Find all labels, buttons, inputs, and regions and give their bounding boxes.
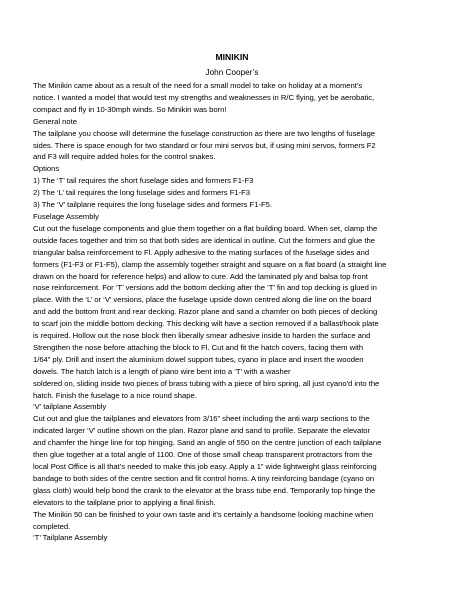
text-line: indicated larger ‘V’ outline shown on the plan. Razor plane and sand to profile. Separate the elevator (33, 426, 371, 436)
text-line: sides. There is space enough for two standard or four mini servos but, if using mini servos, formers F2 (33, 140, 376, 150)
text-line: Fuselage Assembly (33, 211, 99, 221)
text-line: nose reinforcement. For ‘T’ versions add the bottom decking after the ‘T’ fin and top decking is glued in (33, 283, 377, 293)
text-line: local Post Office is all that’s needed to make this job easy. Apply a 1” wide lightweight glass reinforcing (33, 462, 377, 471)
text-line: completed. (33, 521, 71, 531)
text-line: The Minikin came about as a result of the need for a small model to take on holiday at a moment’s (33, 81, 363, 90)
text-line: soldered on, sliding inside two pieces of brass tubing with a piece of biro spring, all just cyano'd into the (33, 378, 380, 388)
text-line: place. With the ‘L’ or ‘V’ versions, place the fuselage upside down centred along die line on the board (33, 295, 372, 305)
text-line: is required. Hollow out the nose block then liberally smear adhesive inside to harden the surface and (33, 331, 371, 341)
text-line: drawn on the hoard for reference helps) and allow to cure. Add the laminated ply and balsa top front (33, 271, 368, 281)
document-author: John Cooper’s (205, 68, 259, 77)
text-line: triangular balsa reinforcement to Fl. Apply adhesive to the mating surfaces of the fuselage sides and (33, 247, 370, 257)
text-line: ‘V’ tailplane Assembly (33, 402, 107, 412)
text-line: Cut out the fuselage components and glue them together on a flat building board. When set, clamp the (33, 223, 378, 233)
text-line: The Minikin 50 can be finished to your own taste and it’s certainly a handsome looking machine when (33, 509, 374, 519)
text-line: The tailplane you choose will determine the fuselage construction as there are two lengths of fuselage (33, 128, 375, 138)
text-line: hatch. Finish the fuselage to a nice round shape. (33, 390, 197, 400)
text-line: dowels. The hatch latch is a length of piano wire bent into a ‘T’ with a washer (33, 366, 291, 376)
text-line: 1) The ‘T’ tail requires the short fuselage sides and formers F1-F3 (33, 176, 254, 186)
text-line: ‘T’ Tailplane Assembly (33, 533, 108, 543)
text-line: bandage to both sides of the centre section and fit control horns. A tiny reinforcing bandage (cyano on (33, 473, 375, 483)
text-line: outside faces together and trim so that both sides are identical in outline. Cut the formers and glue the (33, 235, 375, 245)
text-line: formers (F1-F3 or F1-F5), clamp the assembly together straight and square on a flat board (a straight line (33, 259, 387, 269)
text-line: then glue together at a total angle of 1100. One of those small cheap transparent protractors from the (33, 450, 373, 460)
text-line: 2) The ‘L’ tail requires the long fuselage sides and formers F1-F3 (33, 188, 250, 198)
text-line: and F3 will require added holes for the control snakes. (33, 152, 216, 162)
text-line: and chamfer the hinge line for top hinging. Sand an angle of 550 on the centre junction of each tailplane (33, 438, 382, 448)
text-line: 3) The ‘V’ tailplane requires the long fuselage sides and formers F1-F5. (33, 200, 272, 210)
text-line: Cut out and glue the tailplanes and elevators from 3/16” sheet including the anti warp sections to the (33, 414, 370, 424)
text-line: General note (33, 116, 77, 126)
document-body (33, 80, 433, 544)
text-line: glass cloth) would help bond the crank to the elevator at the brass tube end. Temporarily top hinge the (33, 485, 376, 495)
document-title: MINIKIN (215, 52, 249, 62)
text-line: compact and fly in 10-30mph winds. So Minikin was born! (33, 104, 227, 114)
text-line: elevators to the tailplane prior to applying a final finish. (33, 497, 216, 507)
text-line: and add the bottom front and rear decking. Razor plane and sand a chamfer on both pieces of decking (33, 307, 378, 317)
text-line: notice. I wanted a model that would test my strengths and weaknesses in R/C flying, yet be aerobatic, (33, 92, 375, 102)
text-line: Strengthen the nose before attaching the block to Fl. Cut and fit the hatch covers, facing them with (33, 342, 364, 352)
text-line: Options (33, 164, 60, 174)
text-line: 1/64” ply. Drill and insert the aluminium dowel support tubes, cyano in place and insert the wooden (33, 354, 364, 364)
text-line: to scarf join the middle bottom decking. This decking wilt have a section removed if a ballast/hook plate (33, 319, 379, 329)
